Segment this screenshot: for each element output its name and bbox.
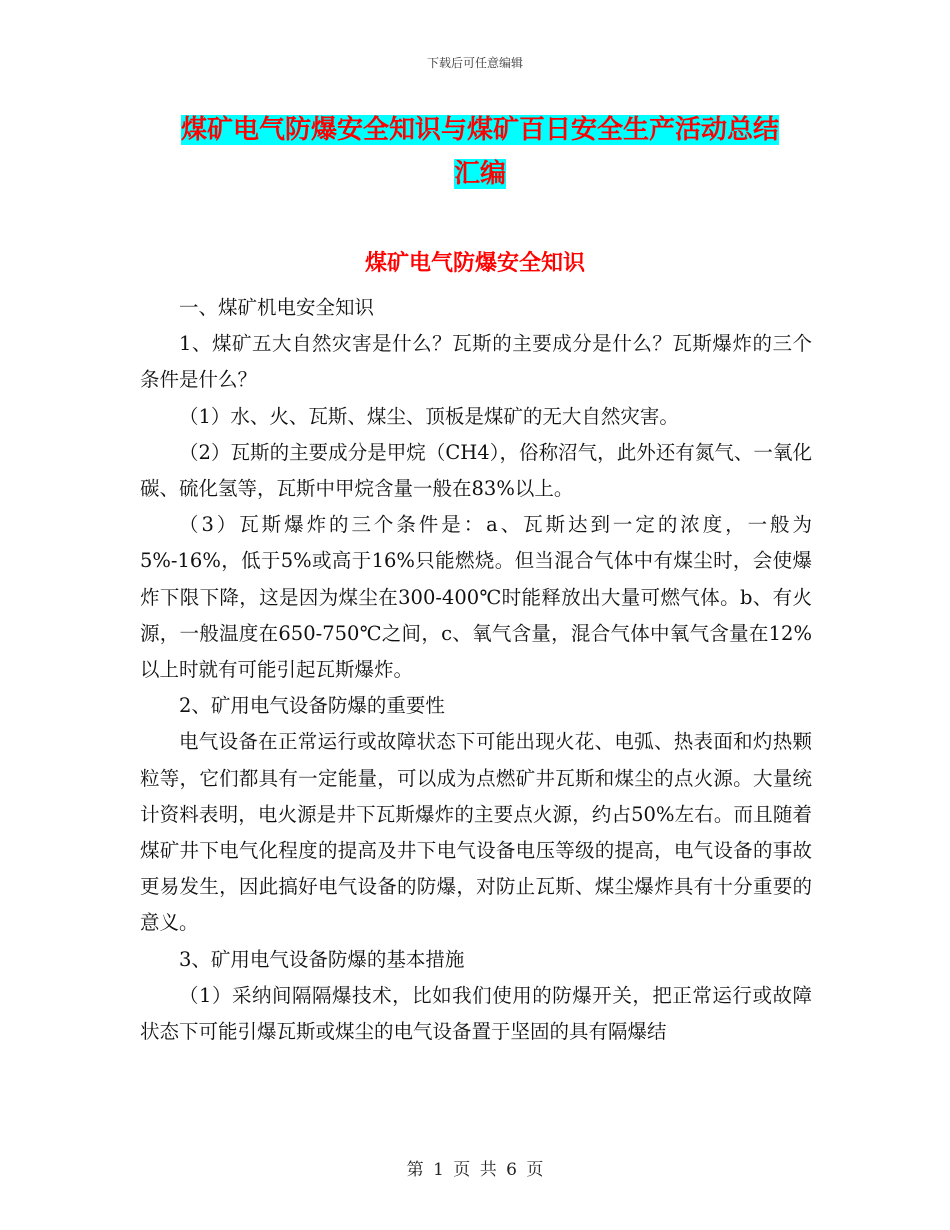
- paragraph: （2）瓦斯的主要成分是甲烷（CH4），俗称沼气，此外还有氮气、一氧化碳、硫化氢等，瓦斯中甲烷含量一般在83%以上。: [140, 440, 812, 501]
- paragraph: 3、矿用电气设备防爆的基本措施: [179, 947, 465, 971]
- paragraph: （1）采纳间隔隔爆技术，比如我们使用的防爆开关，把正常运行或故障状态下可能引爆瓦斯或煤尘的电气设备置于坚固的具有隔爆结: [140, 983, 812, 1044]
- document-title-line-1: 煤矿电气防爆安全知识与煤矿百日安全生产活动总结: [180, 115, 779, 145]
- paragraph: 电气设备在正常运行或故障状态下可能出现火花、电弧、热表面和灼热颗粒等，它们都具有一定能量，可以成为点燃矿井瓦斯和煤尘的点火源。大量统计资料表明，电火源是井下瓦斯爆炸的主要点火源，约占50%左右。而且随着煤矿井下电气化程度的提高及井下电气设备电压等级的提高，电气设备的事故更易发生，因此搞好电气设备的防爆，对防止瓦斯、煤尘爆炸具有十分重要的意义。: [140, 730, 812, 935]
- header-note: 下载后可任意编辑: [426, 56, 523, 70]
- page-footer: 第 1 页 共 6 页: [406, 1160, 544, 1180]
- paragraph: 1、煤矿五大自然灾害是什么？瓦斯的主要成分是什么？瓦斯爆炸的三个条件是什么？: [140, 332, 812, 392]
- section-title: 煤矿电气防爆安全知识: [364, 250, 585, 276]
- document-title: [140, 108, 820, 196]
- paragraph: 一、煤矿机电安全知识: [179, 296, 375, 319]
- paragraph: （3）瓦斯爆炸的三个条件是：a、瓦斯达到一定的浓度，一般为5%-16%，低于5%或高于16%只能燃烧。但当混合气体中有煤尘时，会使爆炸下限下降，这是因为煤尘在300-400℃时能释放出大量可燃气体。b、有火源，一般温度在650-750℃之间，c、氧气含量，混合气体中氧气含量在12%以上时就有可能引起瓦斯爆炸。: [140, 513, 812, 682]
- paragraph: 2、矿用电气设备防爆的重要性: [179, 694, 445, 718]
- paragraph: （1）水、火、瓦斯、煤尘、顶板是煤矿的无大自然灾害。: [179, 404, 679, 428]
- document-title-line-2: 汇编: [453, 159, 506, 189]
- document-body: [140, 290, 812, 1050]
